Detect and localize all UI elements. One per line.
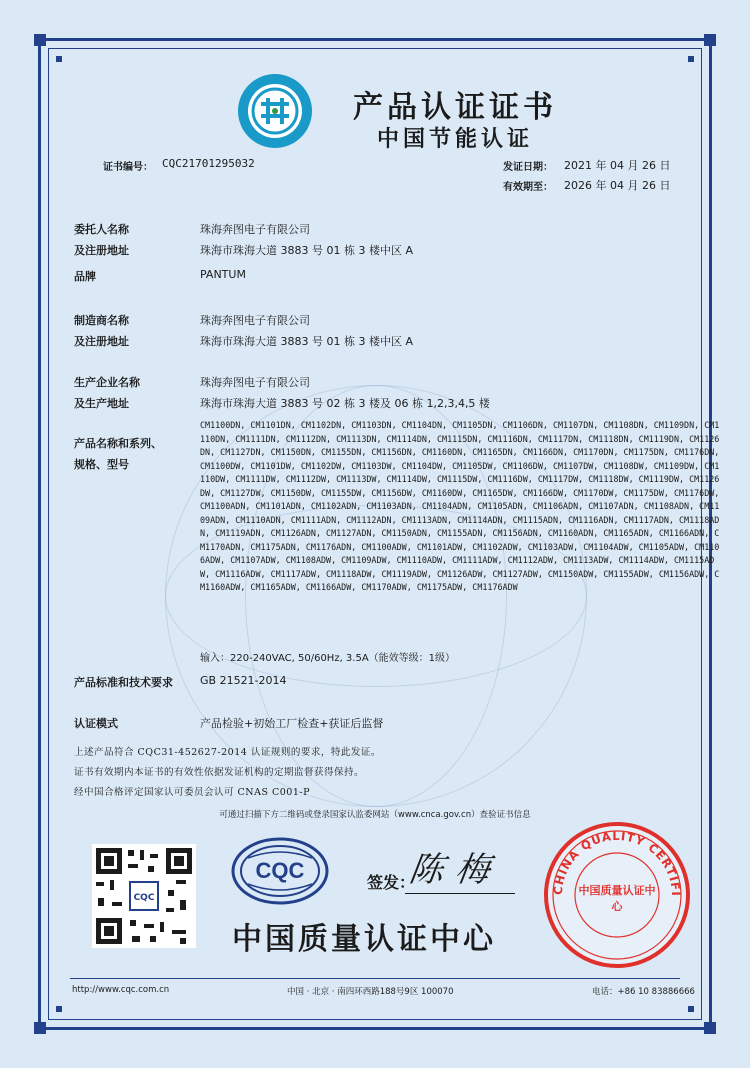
brand-label: 品牌	[74, 270, 96, 283]
product-label: 产品名称和系列、	[74, 437, 162, 450]
verify-note: 可通过扫描下方二维码或登录国家认监委网站（www.cnca.gov.cn）查验证书信息	[219, 810, 531, 820]
producer-name: 珠海奔图电子有限公司	[200, 376, 310, 389]
footer-website[interactable]: http://www.cqc.com.cn	[72, 985, 170, 995]
valid-until-label: 有效期至：	[503, 182, 553, 193]
cert-no-label: 证书编号：	[103, 162, 153, 173]
frame-corner	[688, 56, 694, 62]
cqc-logo-icon	[230, 836, 330, 906]
manufacturer-address: 珠海市珠海大道 3883 号 01 栋 3 楼中区 A	[200, 335, 413, 348]
standard-label: 产品标准和技术要求	[74, 676, 173, 689]
producer-label: 及生产地址	[74, 397, 129, 410]
signature: 陈梅	[406, 850, 505, 890]
sign-label: 签发：	[367, 873, 416, 892]
client-name: 珠海奔图电子有限公司	[200, 223, 310, 236]
frame-corner	[34, 1022, 46, 1034]
frame-corner	[704, 34, 716, 46]
cert-no: CQC21701295032	[162, 157, 255, 170]
producer-address: 珠海市珠海大道 3883 号 02 栋 3 楼及 06 栋 1,2,3,4,5 楼	[200, 397, 490, 410]
manufacturer-label: 制造商名称	[74, 314, 129, 327]
manufacturer-label: 及注册地址	[74, 335, 129, 348]
certificate-subtitle: 中国节能认证	[376, 127, 533, 152]
frame-corner	[34, 34, 46, 46]
issue-date: 2021 年 04 月 26 日	[564, 159, 671, 172]
client-label: 委托人名称	[74, 223, 129, 236]
svg-text:CQC: CQC	[133, 893, 155, 903]
footer-phone: 电话：+86 10 83886666	[592, 987, 695, 997]
footer-address: 中国 · 北京 · 南四环西路188号9区 100070	[287, 987, 454, 997]
product-label: 规格、型号	[74, 458, 129, 471]
frame-corner	[704, 1022, 716, 1034]
manufacturer-name: 珠海奔图电子有限公司	[200, 314, 310, 327]
note-line: 证书有效期内本证书的有效性依据发证机构的定期监督获得保持。	[74, 767, 365, 778]
note-line: 经中国合格评定国家认可委员会认可 CNAS C001-P	[74, 787, 310, 798]
frame-corner	[56, 56, 62, 62]
mode-label: 认证模式	[74, 717, 118, 730]
client-address: 珠海市珠海大道 3883 号 01 栋 3 楼中区 A	[200, 244, 413, 257]
stamp-inner-text: 中国质量认证中心	[578, 884, 656, 913]
frame-corner	[688, 1006, 694, 1012]
note-line: 上述产品符合 CQC31-452627-2014 认证规则的要求，特此发证。	[74, 747, 381, 758]
producer-label: 生产企业名称	[74, 376, 140, 389]
organization-name: 中国质量认证中心	[232, 922, 496, 957]
signature-line	[405, 893, 515, 894]
issue-date-label: 发证日期：	[503, 162, 553, 173]
footer-divider	[70, 978, 680, 979]
electrical-input: 输入：220-240VAC, 50/60Hz, 3.5A（能效等级：1级）	[200, 653, 456, 664]
cqc-logo-text: CQC	[255, 858, 305, 883]
stamp-outer-text: CHINA QUALITY CERTIFI	[550, 828, 684, 897]
standard-value: GB 21521-2014	[200, 674, 287, 687]
qr-code-icon[interactable]	[92, 844, 196, 948]
mode-value: 产品检验+初始工厂检查+获证后监督	[200, 717, 384, 730]
certification-stamp-icon	[542, 820, 692, 970]
brand-value: PANTUM	[200, 268, 246, 281]
frame-corner	[56, 1006, 62, 1012]
valid-until: 2026 年 04 月 26 日	[564, 179, 671, 192]
certificate-title: 产品认证证书	[353, 90, 557, 125]
client-label: 及注册地址	[74, 244, 129, 257]
model-list: CM1100DN, CM1101DN, CM1102DN, CM1103DN, CM1104DN, CM1105DN, CM1106DN, CM1107DN, CM1108DN, CM1109DN, CM1110DN, CM1111DN, CM1112DN, CM1113DN, CM1114DN, CM1115DN, CM1116DN, CM1117DN, CM1118DN, CM1119DN, CM1126DN, CM1127DN, CM1150DN, CM1155DN, CM1156DN, CM1160DN, CM1165DN, CM1166DN, CM1170DN, CM1175DN, CM1176DN, CM1100DW, CM1101DW, CM1102DW, CM1103DW, CM1104DW, CM1105DW, CM1106DW, CM1107DW, CM1108DW, CM1109DW, CM1110DW, CM1111DW, CM1112DW, CM1113DW, CM1114DW, CM1115DW, CM1116DW, CM1117DW, CM1118DW, CM1119DW, CM1126DW, CM1127DW, CM1150DW, CM1155DW, CM1156DW, CM1160DW, CM1165DW, CM1166DW, CM1170DW, CM1175DW, CM1176DW, CM1100ADN, CM1101ADN, CM1102ADN, CM1103ADN, CM1104ADN, CM1105ADN, CM1106ADN, CM1107ADN, CM1108ADN, CM1109ADN, CM1110ADN, CM1111ADN, CM1112ADN, CM1113ADN, CM1114ADN, CM1115ADN, CM1116ADN, CM1117ADN, CM1118ADN, CM1119ADN, CM1126ADN, CM1127ADN, CM1150ADN, CM1155ADN, CM1156ADN, CM1160ADN, CM1165ADN, CM1166ADN, CM1170ADN, CM1175ADN, CM1176ADN, CM1100ADW, CM1101ADW, CM1102ADW, CM1103ADW, CM1104ADW, CM1105ADW, CM1106ADW, CM1107ADW, CM1108ADW, CM1109ADW, CM1110ADW, CM1111ADW, CM1112ADW, CM1113ADW, CM1114ADW, CM1115ADW, CM1116ADW, CM1117ADW, CM1118ADW, CM1119ADW, CM1126ADW, CM1127ADW, CM1150ADW, CM1155ADW, CM1156ADW, CM1160ADW, CM1165ADW, CM1166ADW, CM1170ADW, CM1175ADW, CM1176ADW	[200, 420, 725, 592]
